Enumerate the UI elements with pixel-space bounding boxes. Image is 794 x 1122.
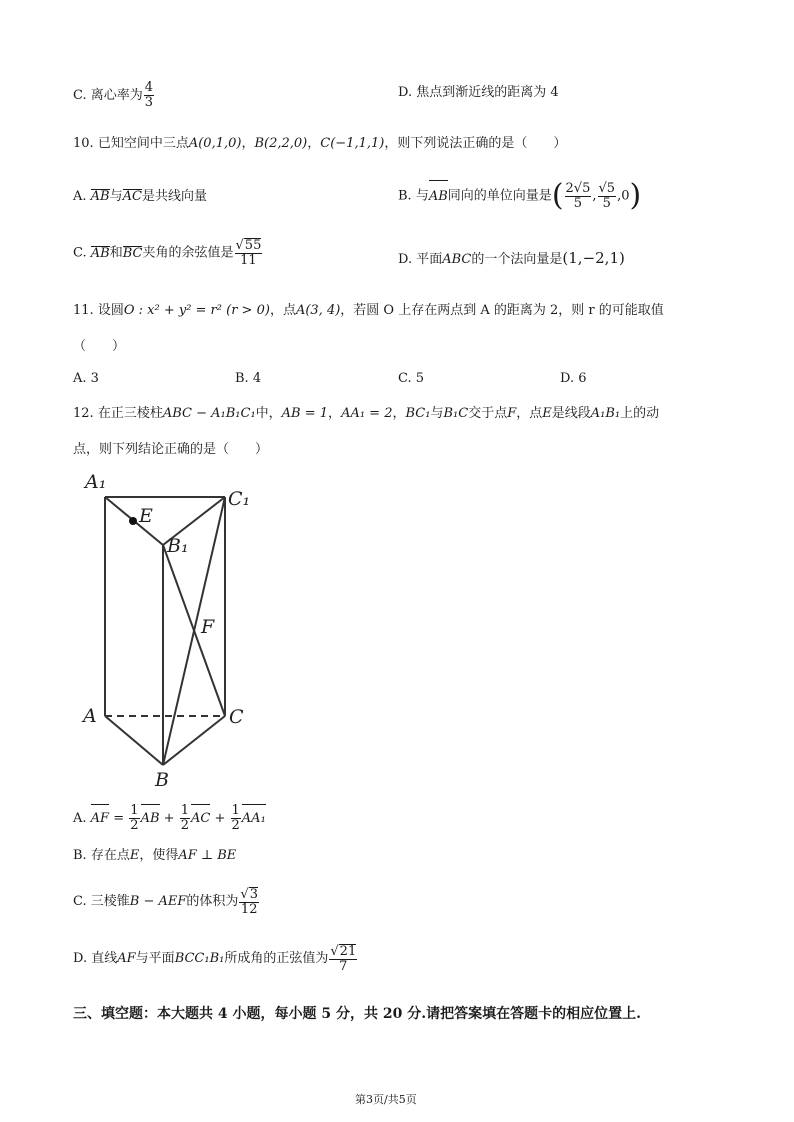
q12-option-b: B. 存在点E，使得AF ⊥ BE [73, 848, 237, 863]
label-a1: A₁ [85, 471, 107, 493]
label-a: A [83, 705, 97, 727]
diag-b1c [163, 545, 225, 716]
q9-option-c: C. 离心率为 $\frac{4}{3}$ [73, 80, 154, 110]
q11-option-b: B. 4 [235, 371, 262, 386]
q10-option-c: C. AB和BC夹角的余弦值是 $\frac{√55}{11}$ [73, 238, 262, 268]
point-e [129, 517, 137, 525]
label-b: B [155, 769, 169, 791]
fraction: $\frac{4}{3}$ [144, 80, 154, 110]
label-c: C [229, 706, 244, 728]
label-f: F [201, 616, 215, 638]
q10-option-d: D. 平面ABC的一个法向量是(1,−2,1) [398, 249, 625, 267]
q11-option-a: A. 3 [73, 371, 99, 386]
q12-stem-line2: 点，则下列结论正确的是（ ） [73, 442, 269, 457]
label-e: E [139, 505, 153, 527]
prism-figure [75, 470, 270, 792]
label-b1: B₁ [167, 535, 189, 557]
q10-option-b: B. 与AB同向的单位向量是( $\frac{2√5}{5}$ , $\frac{√5}{5}$ ,0) [398, 178, 642, 213]
q10-stem: 10. 已知空间中三点A(0,1,0)，B(2,2,0)，C(−1,1,1)，则下列说法正确的是（ ） [73, 136, 567, 151]
q12-option-d: D. 直线AF与平面BCC₁B₁所成角的正弦值为 $\frac{√21}{7}$ [73, 943, 357, 974]
q12-stem: 12. 在正三棱柱ABC − A₁B₁C₁中，AB = 1，AA₁ = 2，BC₁与B₁C交于点F，点E是线段A₁B₁上的动 [73, 406, 660, 421]
q12-option-c: C. 三棱锥B − AEF的体积为 $\frac{√3}{12}$ [73, 886, 258, 917]
q11-paren: （ ） [73, 339, 126, 354]
section-heading: 三、填空题：本大题共 4 小题，每小题 5 分，共 20 分.请把答案填在答题卡的相应位置上. [73, 1006, 641, 1022]
q10-option-a: A. AB与AC是共线向量 [73, 189, 207, 204]
q9-option-d: D. 焦点到渐近线的距离为 4 [398, 85, 559, 100]
q12-option-a: A. AF = $\frac{1}{2}$ AB + $\frac{1}{2}$ AC + $\frac{1}{2}$ AA₁ [73, 803, 266, 833]
label-c1: C₁ [228, 488, 251, 510]
q11-stem: 11. 设圆O : x² + y² = r² (r > 0)，点A(3, 4)，若圆 O 上存在两点到 A 的距离为 2，则 r 的可能取值 [73, 303, 664, 318]
q11-option-c: C. 5 [398, 371, 425, 386]
page-footer: 第3页/共5页 [355, 1093, 417, 1106]
q11-option-d: D. 6 [560, 371, 587, 386]
edge-ab [105, 716, 163, 765]
